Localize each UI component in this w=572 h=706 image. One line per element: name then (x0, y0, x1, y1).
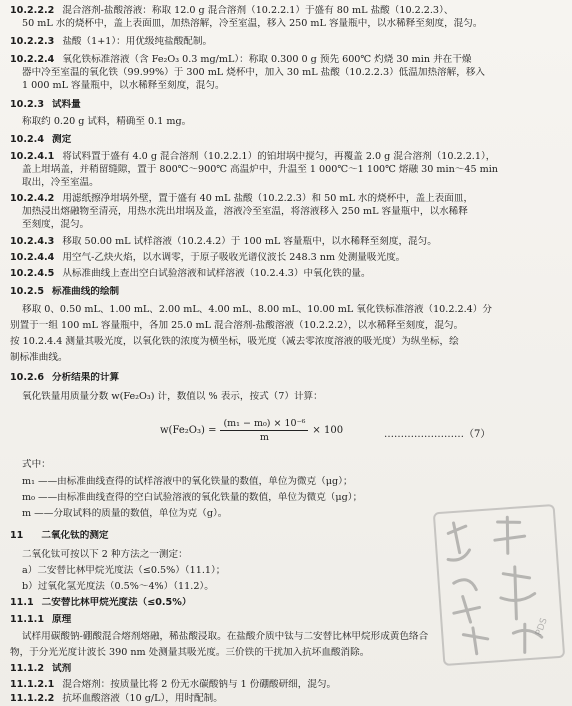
text-line: 物，于分光光度计波长 390 nm 处测量其吸光度。三价铁的干扰加入抗坏血酸消除。 (10, 647, 370, 658)
section-heading: 10.2.6 分析结果的计算 (10, 372, 120, 383)
seal-stamp-image (433, 504, 565, 666)
text-line: 式中： (22, 459, 51, 470)
text-line: 别置于一组 100 mL 容量瓶中，各加 25.0 mL 混合溶剂-盐酸溶液（10.2.2.2），以水稀释至刻度，混匀。 (10, 320, 464, 331)
text-line: 试样用碳酸钠-硼酸混合熔剂熔融，稀盐酸浸取。在盐酸介质中钛与二安替比林甲烷形成黄色络合 (22, 631, 429, 642)
formula-7 (160, 417, 343, 443)
text-line: 器中冷至室温的氧化铁（99.99%）于 300 mL 烧杯中，加入 30 mL 盐酸（10.2.2.3）低温加热溶解，移入 (22, 67, 486, 78)
formula-fraction (220, 418, 308, 443)
section-heading: 11.1.1 原理 (10, 614, 72, 625)
formula-number: ……………………（7） (384, 429, 491, 440)
text-line: 10.2.2.2 混合溶剂-盐酸溶液：称取 12.0 g 混合溶剂（10.2.2.1）于盛有 80 mL 盐酸（10.2.2.3）、 (10, 5, 454, 16)
section-heading: 11.1.2 试剂 (10, 663, 72, 674)
text-line: 1 000 mL 容量瓶中，以水稀释至刻度，混匀。 (22, 80, 225, 91)
watermark-text: PDS (534, 616, 550, 638)
text-line: 10.2.4.3 移取 50.00 mL 试样溶液（10.2.4.2）于 100 mL 容量瓶中，以水稀释至刻度，混匀。 (10, 236, 437, 247)
list-item: a）二安替比林甲烷光度法（≤0.5%）（11.1）； (22, 565, 226, 576)
variable-definition: m₁ ——由标准曲线查得的试样溶液中的氧化铁量的数值，单位为微克（μg）； (22, 476, 353, 487)
formula-numerator: (m₁ − m₀) × 10⁻⁶ (220, 418, 308, 431)
section-heading: 11 二氧化钛的测定 (10, 530, 109, 541)
text-line: 50 mL 水的烧杯中，盖上表面皿，加热溶解，冷至室温，移入 250 mL 容量瓶中，以水稀释至刻度，混匀。 (22, 18, 483, 29)
text-line: 按 10.2.4.4 测量其吸光度，以氧化铁的浓度为横坐标，吸光度（减去零浓度溶液的吸光度）为纵坐标，绘 (10, 336, 459, 347)
text-line: 10.2.4.4 用空气-乙炔火焰，以水调零，于原子吸收光谱仪波长 248.3 nm 处测量吸光度。 (10, 252, 406, 263)
text-line: 取出，冷至室温。 (22, 177, 99, 188)
text-line: 加热浸出熔融物至清亮，用热水洗出坩埚及盖，溶液冷至室温，将溶液移入 250 mL 容量瓶中，以水稀释 (22, 206, 468, 217)
text-line: 10.2.4.2 用滤纸擦净坩埚外壁，置于盛有 40 mL 盐酸（10.2.2.3）和 50 mL 水的烧杯中，盖上表面皿， (10, 193, 474, 204)
formula-rhs: × 100 (312, 424, 344, 436)
text-line: 10.2.2.3 盐酸（1+1）：用优级纯盐酸配制。 (10, 36, 213, 47)
text-line: 二氧化钛可按以下 2 种方法之一测定： (22, 549, 188, 560)
text-line: 盖上坩埚盖，并稍留缝隙，置于 800℃～900℃ 高温炉中，升温至 1 000℃～1 100℃ 熔融 30 min～45 min (22, 164, 498, 175)
text-line: 称取约 0.20 g 试料，精确至 0.1 mg。 (22, 116, 192, 127)
list-item: b）过氧化氢光度法（0.5%～4%）（11.2）。 (22, 581, 214, 592)
text-line: 11.1.2.2 抗坏血酸溶液（10 g/L），用时配制。 (10, 693, 223, 704)
variable-definition: m₀ ——由标准曲线查得的空白试验溶液的氧化铁量的数值，单位为微克（μg）； (22, 492, 363, 503)
text-line: 氧化铁量用质量分数 w(Fe₂O₃) 计，数值以 % 表示，按式（7）计算： (22, 391, 323, 402)
text-line: 10.2.4.1 将试料置于盛有 4.0 g 混合溶剂（10.2.2.1）的铂坩埚中搅匀，再覆盖 2.0 g 混合溶剂（10.2.2.1）， (10, 151, 496, 162)
section-heading: 10.2.4 测定 (10, 134, 72, 145)
text-line: 移取 0、0.50 mL、1.00 mL、2.00 mL、4.00 mL、8.00 mL、10.00 mL 氧化铁标准溶液（10.2.2.4）分 (22, 304, 492, 315)
seal-glyphs (435, 506, 563, 664)
formula-lhs: w(Fe₂O₃) = (160, 424, 217, 436)
section-heading: 10.2.3 试料量 (10, 99, 81, 110)
variable-definition: m ——分取试料的质量的数值，单位为克（g）。 (22, 508, 228, 519)
formula-denominator: m (259, 431, 269, 443)
section-heading: 10.2.5 标准曲线的绘制 (10, 286, 120, 297)
text-line: 至刻度，混匀。 (22, 219, 90, 230)
text-line: 10.2.4.5 从标准曲线上查出空白试验溶液和试样溶液（10.2.4.3）中氧化铁的量。 (10, 268, 371, 279)
text-line: 制标准曲线。 (10, 352, 68, 363)
text-line: 11.1.2.1 混合熔剂：按质量比将 2 份无水碳酸钠与 1 份硼酸研细，混匀。 (10, 679, 337, 690)
section-heading: 11.1 二安替比林甲烷光度法（≤0.5%） (10, 597, 192, 608)
text-line: 10.2.2.4 氧化铁标准溶液（含 Fe₂O₃ 0.3 mg/mL）：称取 0.300 0 g 预先 600℃ 灼烧 30 min 并在干燥 (10, 54, 472, 65)
